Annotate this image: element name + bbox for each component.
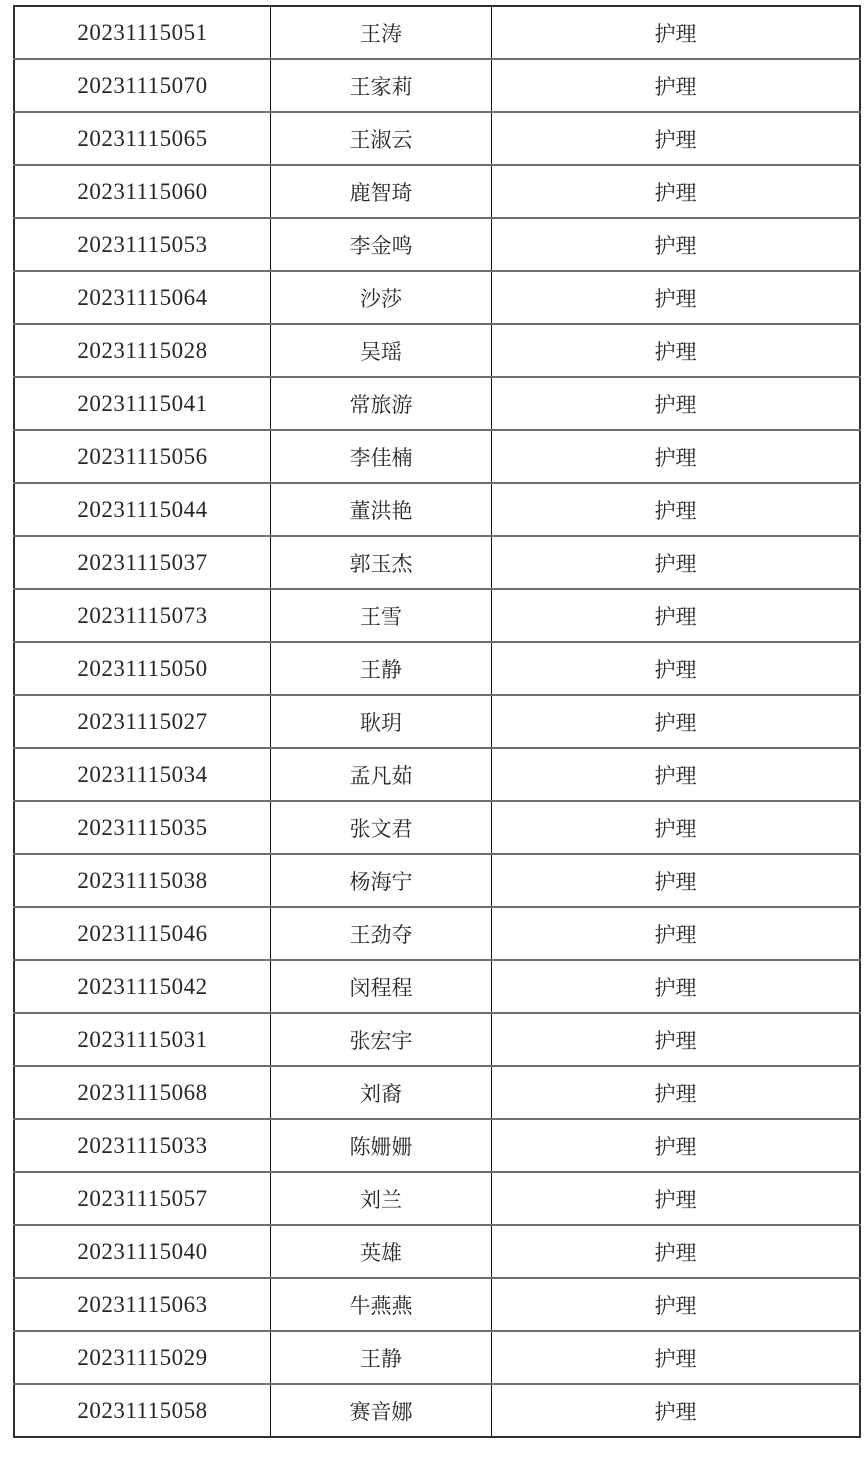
student-id-cell: 20231115058 [14, 1384, 271, 1437]
major-cell: 护理 [492, 960, 861, 1013]
student-id-cell: 20231115035 [14, 801, 271, 854]
student-name-cell: 王淑云 [271, 112, 492, 165]
major-cell: 护理 [492, 536, 861, 589]
student-id-cell: 20231115046 [14, 907, 271, 960]
major-cell: 护理 [492, 324, 861, 377]
table-row [14, 907, 860, 960]
major-cell: 护理 [492, 589, 861, 642]
table-row [14, 324, 860, 377]
student-id-cell: 20231115029 [14, 1331, 271, 1384]
table-row [14, 483, 860, 536]
student-name-cell: 杨海宁 [271, 854, 492, 907]
major-cell: 护理 [492, 271, 861, 324]
major-cell: 护理 [492, 59, 861, 112]
student-name-cell: 李金鸣 [271, 218, 492, 271]
student-name-cell: 李佳楠 [271, 430, 492, 483]
table-row [14, 801, 860, 854]
table-row [14, 165, 860, 218]
student-id-cell: 20231115060 [14, 165, 271, 218]
student-name-cell: 英雄 [271, 1225, 492, 1278]
table-row [14, 1066, 860, 1119]
major-cell: 护理 [492, 907, 861, 960]
major-cell: 护理 [492, 1119, 861, 1172]
student-id-cell: 20231115057 [14, 1172, 271, 1225]
student-id-cell: 20231115065 [14, 112, 271, 165]
major-cell: 护理 [492, 695, 861, 748]
student-id-cell: 20231115031 [14, 1013, 271, 1066]
major-cell: 护理 [492, 1066, 861, 1119]
student-name-cell: 张宏宇 [271, 1013, 492, 1066]
student-id-cell: 20231115056 [14, 430, 271, 483]
table-row [14, 536, 860, 589]
student-id-cell: 20231115050 [14, 642, 271, 695]
student-id-cell: 20231115028 [14, 324, 271, 377]
student-id-cell: 20231115033 [14, 1119, 271, 1172]
student-name-cell: 张文君 [271, 801, 492, 854]
major-cell: 护理 [492, 430, 861, 483]
student-id-cell: 20231115042 [14, 960, 271, 1013]
major-cell: 护理 [492, 1225, 861, 1278]
student-name-cell: 吴瑶 [271, 324, 492, 377]
major-cell: 护理 [492, 801, 861, 854]
major-cell: 护理 [492, 1384, 861, 1437]
student-id-cell: 20231115037 [14, 536, 271, 589]
table-row [14, 642, 860, 695]
student-name-cell: 闵程程 [271, 960, 492, 1013]
table-row [14, 854, 860, 907]
student-name-cell: 鹿智琦 [271, 165, 492, 218]
major-cell: 护理 [654, 21, 697, 46]
major-cell: 护理 [492, 1172, 861, 1225]
student-name-cell: 陈姗姗 [271, 1119, 492, 1172]
table-row [14, 6, 860, 59]
student-name-cell: 刘裔 [271, 1066, 492, 1119]
table-row [14, 218, 860, 271]
student-roster-table [13, 5, 861, 1438]
student-name-cell: 刘兰 [271, 1172, 492, 1225]
table-row [14, 1013, 860, 1066]
student-id-cell: 20231115040 [14, 1225, 271, 1278]
student-name-cell: 郭玉杰 [271, 536, 492, 589]
table-row [14, 271, 860, 324]
student-name-cell: 沙莎 [271, 271, 492, 324]
table-row [14, 1331, 860, 1384]
major-cell: 护理 [492, 483, 861, 536]
major-cell: 护理 [492, 218, 861, 271]
major-cell: 护理 [492, 1331, 861, 1384]
student-id-cell: 20231115038 [14, 854, 271, 907]
table-row [14, 1384, 860, 1437]
table-row [14, 112, 860, 165]
major-cell: 护理 [492, 377, 861, 430]
student-name-cell: 董洪艳 [271, 483, 492, 536]
major-cell: 护理 [492, 165, 861, 218]
major-cell: 护理 [492, 112, 861, 165]
student-name-cell: 王涛 [271, 6, 492, 59]
student-name-cell: 常旅游 [271, 377, 492, 430]
student-name-cell: 王家莉 [271, 59, 492, 112]
student-id-cell: 20231115063 [14, 1278, 271, 1331]
table-row [14, 430, 860, 483]
table-row [14, 59, 860, 112]
student-id-cell: 20231115068 [14, 1066, 271, 1119]
student-id-cell: 20231115034 [14, 748, 271, 801]
student-id-cell: 20231115044 [14, 483, 271, 536]
student-name-cell: 王劲夺 [271, 907, 492, 960]
table-row [14, 1225, 860, 1278]
table-row [14, 377, 860, 430]
student-name-cell: 王静 [271, 642, 492, 695]
table-row [14, 1119, 860, 1172]
table-row [14, 960, 860, 1013]
student-name-cell: 王静 [271, 1331, 492, 1384]
student-id-cell: 20231115053 [14, 218, 271, 271]
table-row [14, 748, 860, 801]
student-id-cell: 20231115064 [14, 271, 271, 324]
major-cell: 护理 [492, 642, 861, 695]
student-id-cell: 20231115051 [14, 6, 271, 59]
student-id-cell: 20231115073 [14, 589, 271, 642]
major-cell: 护理 [492, 854, 861, 907]
major-cell: 护理 [492, 748, 861, 801]
table-row [14, 1172, 860, 1225]
student-name-cell: 牛燕燕 [271, 1278, 492, 1331]
student-id-cell: 20231115070 [14, 59, 271, 112]
student-name-cell: 赛音娜 [271, 1384, 492, 1437]
major-cell: 护理 [492, 1013, 861, 1066]
student-id-cell: 20231115027 [14, 695, 271, 748]
table-row [14, 589, 860, 642]
student-name-cell: 王雪 [271, 589, 492, 642]
student-name-cell: 耿玥 [271, 695, 492, 748]
student-name-cell: 孟凡茹 [271, 748, 492, 801]
table-body [14, 6, 860, 1437]
student-id-cell: 20231115041 [14, 377, 271, 430]
table-row [14, 695, 860, 748]
table-row [14, 1278, 860, 1331]
major-cell: 护理 [492, 1278, 861, 1331]
